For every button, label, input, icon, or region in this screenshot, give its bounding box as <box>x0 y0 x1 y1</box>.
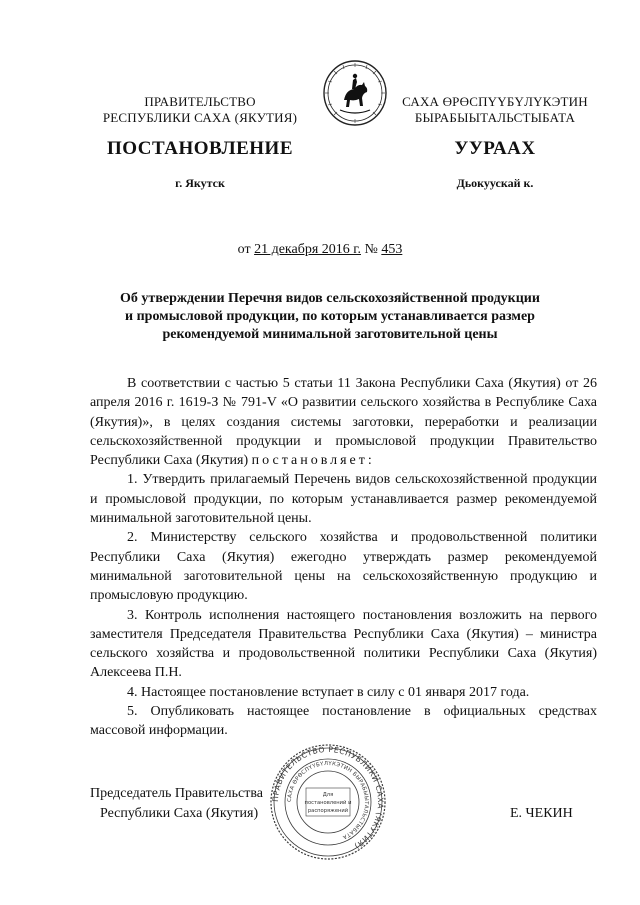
header-right-line2: БЫРАБЫЫТАЛЬСТЫБАТА <box>414 110 576 125</box>
number-sign: № <box>364 242 378 257</box>
stamp-center-line3: распоряжений <box>307 808 349 814</box>
signatory-name: Е. ЧЕКИН <box>510 806 573 821</box>
document-body <box>90 374 597 741</box>
header-left-line1: ПРАВИТЕЛЬСТВО <box>144 94 256 109</box>
item-3: 3. Контроль исполнения настоящего постановления возложить на первого заместителя Председателя Правительства Республики Саха (Якутия) – министра сельского хозяйства и продовольственной политики Республики Саха (Якутия) Алексеева П.Н. <box>90 607 597 681</box>
document-number: 453 <box>381 242 403 257</box>
header-left <box>90 94 310 126</box>
signatory-title-line2: Республики Саха (Якутия) <box>100 806 259 821</box>
doc-type-russian: ПОСТАНОВЛЕНИЕ <box>106 138 294 159</box>
city-russian: г. Якутск <box>175 176 225 190</box>
stamp-center-line2: постановлений и <box>304 800 352 806</box>
document-title <box>80 290 580 344</box>
stamp-inner-text: САХА ӨРӨСПҮҮБҮЛҮКЭТИН БЫРАБЫЫТАЛЬСТЫБАТА <box>286 760 370 840</box>
date-value: 21 декабря 2016 г. <box>254 242 361 257</box>
date-line <box>0 242 640 258</box>
date-prefix: от <box>237 242 251 257</box>
title-line3: рекомендуемой минимальной заготовительной цены <box>162 327 498 342</box>
signatory-title-line1: Председатель Правительства <box>90 786 263 801</box>
emblem-icon <box>322 60 388 126</box>
title-line1: Об утверждении Перечня видов сельскохозяйственной продукции <box>120 291 540 306</box>
item-2: 2. Министерству сельского хозяйства и продовольственной политики Республики Саха (Якутия) ежегодно утверждать размер рекомендуемой минимальной заготовительной цены на сельскохозяйственную продукцию и промысловую продукцию. <box>90 530 597 604</box>
official-stamp-icon <box>268 742 388 862</box>
doc-type-yakut: УУРААХ <box>454 138 536 159</box>
header-left-line2: РЕСПУБЛИКИ САХА (ЯКУТИЯ) <box>102 110 298 125</box>
preamble-text: В соответствии с частью 5 статьи 11 Закона Республики Саха (Якутия) от 26 апреля 2016 г. 1619-З № 791-V «О развитии сельского хозяйства в Республике Саха (Якутия)», в целях создания системы заготовки, переработки и реализации сельскохозяйственной продукции и промысловой продукции Правительство Республики Саха (Якутия) <box>90 376 597 469</box>
header-right-line1: САХА ӨРӨСПҮҮБҮЛҮКЭТИН <box>402 94 588 109</box>
item-4: 4. Настоящее постановление вступает в силу с 01 января 2017 года. <box>127 684 530 700</box>
decree-word: постановляет: <box>251 453 375 469</box>
preamble-paragraph <box>90 374 597 470</box>
item-5: 5. Опубликовать настоящее постановление в официальных средствах массовой информации. <box>90 704 597 739</box>
item-1: 1. Утвердить прилагаемый Перечень видов сельскохозяйственной продукции и промысловой продукции, по которым устанавливается размер рекомендуемой минимальной заготовительной цены. <box>90 472 597 527</box>
stamp-outer-text: ПРАВИТЕЛЬСТВО РЕСПУБЛИКИ САХА (ЯКУТИЯ) <box>270 744 386 851</box>
city-yakut: Дьокуускай к. <box>456 176 534 190</box>
stamp-center-line1: Для <box>322 792 334 798</box>
header-right <box>380 94 610 126</box>
title-line2: и промысловой продукции, по которым устанавливается размер <box>125 309 535 324</box>
